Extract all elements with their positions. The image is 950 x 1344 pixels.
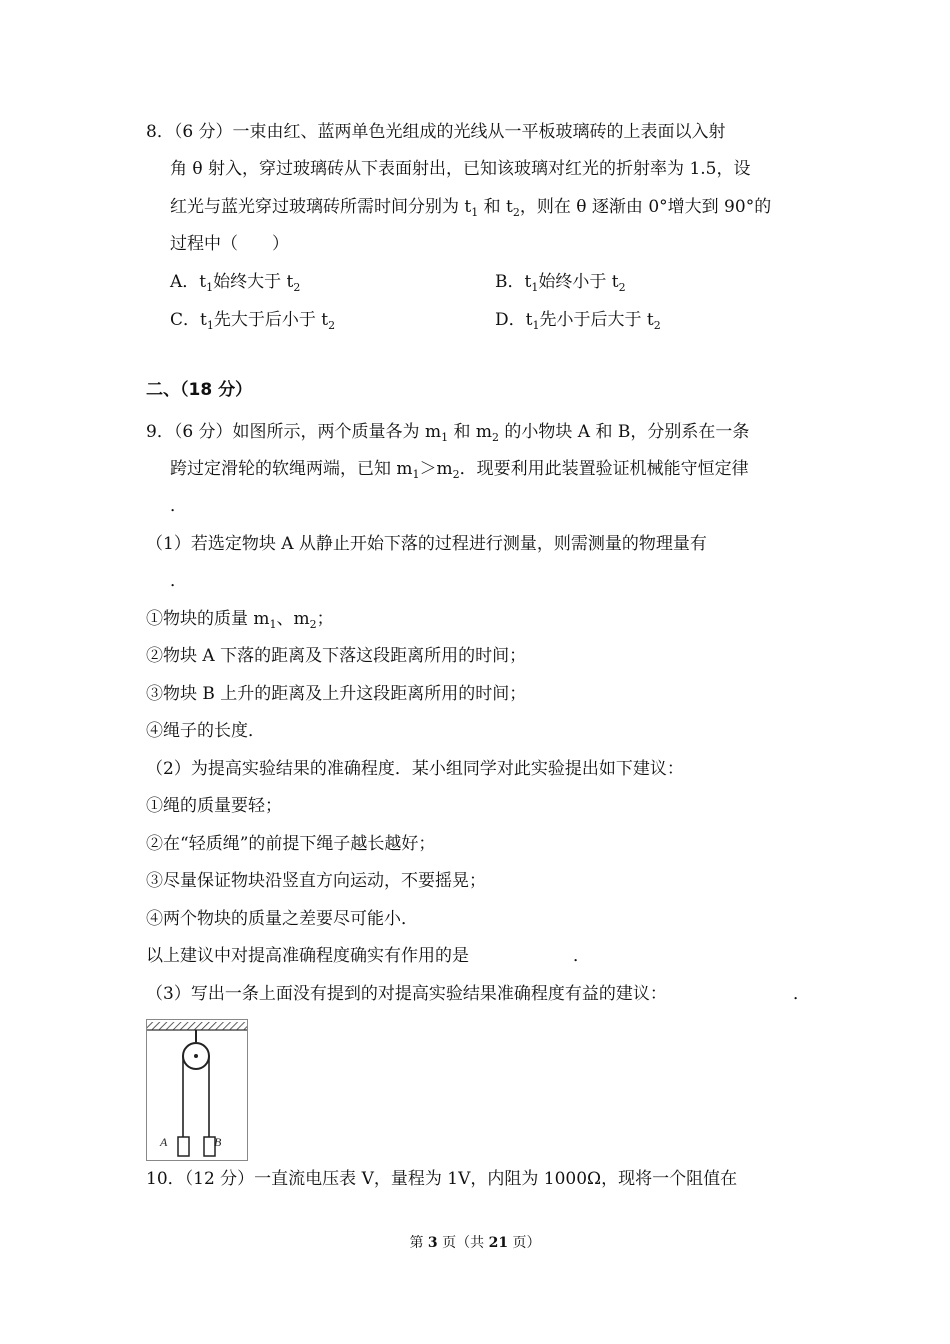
page-total: 21 [488, 1235, 509, 1251]
q9-suggestion-4: ④两个物块的质量之差要尽可能小． [146, 909, 418, 929]
q9-part-3: （3）写出一条上面没有提到的对提高实验结果准确程度有益的建议： [146, 984, 667, 1004]
q10-line-1: 10．（12 分）一直流电压表 V，量程为 1V，内阻为 1000Ω，现将一个阻值在 [146, 1169, 738, 1189]
q9-suggestion-3: ③尽量保证物块沿竖直方向运动，不要摇晃； [146, 871, 486, 891]
q9-part-1-end: ． [170, 571, 187, 591]
q9-part-1: （1）若选定物块 A 从静止开始下落的过程进行测量，则需测量的物理量有 [146, 534, 707, 554]
q9-answer-blank-end: ． [573, 946, 590, 966]
q9-line-3: ． [170, 496, 187, 516]
q9-suggestion-1: ①绳的质量要轻； [146, 796, 282, 816]
section-heading: 二、（18 分） [146, 380, 253, 400]
q8-option-c: C．$t_1$先大于后小于 $t_2$ [170, 310, 336, 332]
q9-item-3: ③物块 B 上升的距离及上升这段距离所用的时间； [146, 684, 527, 704]
q8-line-2: 角 θ 射入，穿过玻璃砖从下表面射出，已知该玻璃对红光的折射率为 1.5，设 [170, 159, 751, 179]
q9-item-4: ④绳子的长度． [146, 721, 265, 741]
q8-option-a: A．$t_1$始终大于 $t_2$ [170, 272, 301, 294]
q9-answer-prompt: 以上建议中对提高准确程度确实有作用的是 [146, 946, 469, 966]
q9-part-2: （2）为提高实验结果的准确程度．某小组同学对此实验提出如下建议： [146, 759, 684, 779]
q8-line-4: 过程中（ ） [170, 234, 289, 254]
label-a: A [160, 1135, 168, 1149]
q8-option-d: D．$t_1$先小于后大于 $t_2$ [495, 310, 661, 332]
q9-part-3-end: ． [793, 984, 810, 1004]
page-number: 3 [427, 1235, 438, 1251]
ceiling [147, 1022, 247, 1030]
label-b: B [214, 1135, 222, 1149]
q9-line-2: 跨过定滑轮的软绳两端，已知 $m_1>m_2$．现要利用此装置验证机械能守恒定律 [170, 459, 749, 481]
block-a [178, 1137, 189, 1156]
pulley-diagram [147, 1020, 247, 1160]
q9-line-1: 9．（6 分）如图所示，两个质量各为 $m_1$ 和 $m_2$ 的小物块 A 和 B，分别系在一条 [146, 422, 750, 444]
q9-suggestion-2: ②在“轻质绳”的前提下绳子越长越好； [146, 834, 436, 854]
q8-option-b: B．$t_1$始终小于 $t_2$ [495, 272, 626, 294]
q9-item-1: ①物块的质量 $m_1$、$m_2$； [146, 609, 334, 631]
q9-item-2: ②物块 A 下落的距离及下落这段距离所用的时间； [146, 646, 527, 666]
page-footer: 第 3 页（共 21 页） [409, 1235, 541, 1251]
q8-line-1: 8．（6 分）一束由红、蓝两单色光组成的光线从一平板玻璃砖的上表面以入射 [146, 122, 726, 142]
pulley-figure [146, 1019, 248, 1161]
q8-line-3: 红光与蓝光穿过玻璃砖所需时间分别为 $t_1$ 和 $t_2$，则在 θ 逐渐由 0°增大到 90°的 [170, 197, 772, 219]
